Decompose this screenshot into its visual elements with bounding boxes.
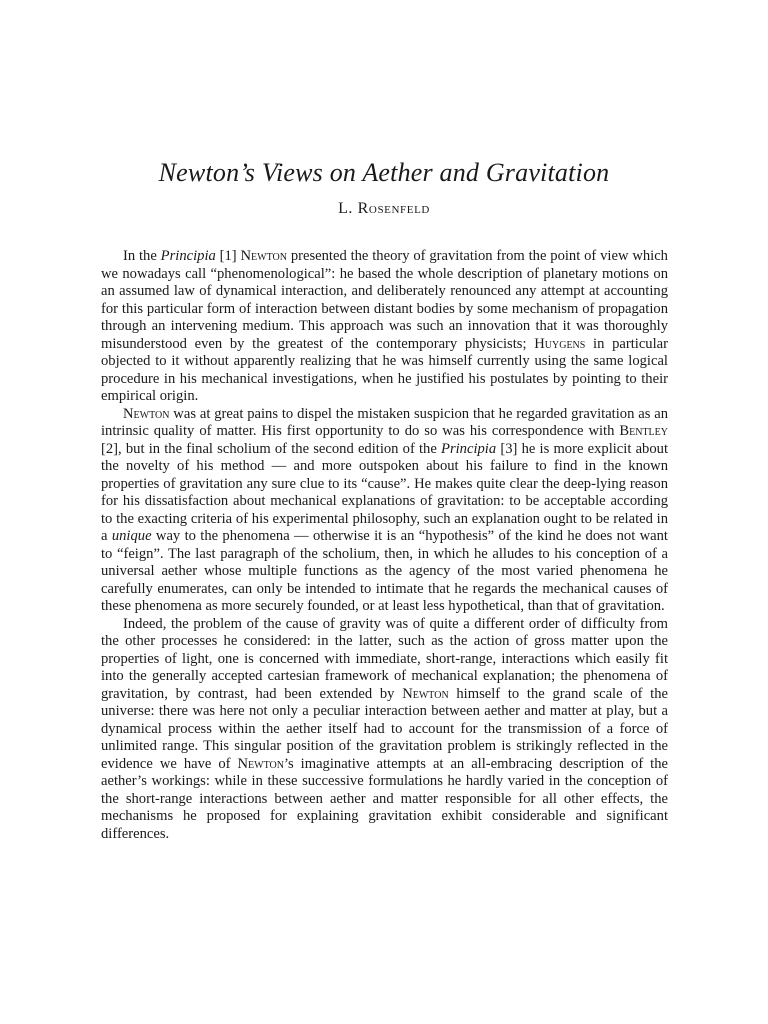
paragraph [101,616,668,844]
text-run: ’s imaginative attempts at an all-embracing description of the aether’s workings: while in these successive formulations he hardly varied in the conception of the short-range interactions between aether and matter responsible for all other effects, the mechanisms he proposed for explaining gravitation exhibit considerable and significant differences. [101,755,669,842]
text-run: In the [123,248,161,264]
text-run: himself to the grand scale of the universe: there was here not only a peculiar interaction between aether and matter at play, but a dynamical process within the aether itself had to account for the transmission of a force of unlimited range. This singular position of the gravitation problem is strikingly reflected in the evidence we have of [101,685,668,772]
text-run: in particular objected to it without apparently realizing that he was himself currently using the same logical procedure in his mechanical investigations, when he justified his postulates by pointing to their empirical origin. [101,335,669,404]
article-author [0,200,768,218]
author-surname: Rosenfeld [357,200,430,217]
article-title: Newton’s Views on Aether and Gravitation [158,158,610,187]
text-run: presented the theory of gravitation from the point of view which we nowadays call “phenomenological”: he based the whole description of planetary motions on an assumed law of dynamical interaction, and deliberately renounced any attempt at accounting for this particular form of interaction between distant bodies by some mechanism of propagation through an intervening medium. This approach was such an innovation that it was thoroughly misunderstood even by the greatest of the contemporary physicists; [101,248,668,352]
italic-text: Principia [160,248,216,264]
text-run: was at great pains to dispel the mistaken suspicion that he regarded gravitation as an intrinsic quality of matter. His first opportunity to do so was his correspondence with [101,405,668,439]
text-run: [3] he is more explicit about the novelty of his method — and more outspoken about his failure to find in the known properties of gravitation any sure clue to its “cause”. He makes quite clear the deep-lying reason for his dissatisfaction about mechanical explanations of gravitation: to be acceptable according to the exacting criteria of his experimental philosophy, such an explanation ought to be related in a [101,440,668,544]
text-run: Indeed, the problem of the cause of gravity was of quite a different order of difficulty from the other processes he considered: in the latter, such as the action of gross matter upon the properties of light, one is concerned with immediate, short-range, interactions which easily fit into the generally accepted cartesian framework of mechanical explanation; the phenomena of gravitation, by contrast, had been extended by [101,615,668,702]
small-caps-name: Bentley [619,423,668,439]
text-run: way to the phenomena — otherwise it is an “hypothesis” of the kind he does not want to “feign”. The last paragraph of the scholium, then, in which he alludes to his conception of a universal aether whose multiple functions as the agency of the most varied phenomena he carefully enumerates, can only be intended to intimate that he regards the mechanical causes of these phenomena as more securely founded, or at least less hypothetical, than that of gravitation. [101,528,668,614]
author-initial: L. [338,200,358,217]
paragraph [101,248,668,406]
small-caps-name: Huygens [534,335,586,352]
paragraph [101,406,668,616]
small-caps-name: Newton [240,248,287,264]
article-body [101,248,668,843]
small-caps-name: Newton [237,755,284,772]
small-caps-name: Newton [402,685,449,702]
text-run: [2], but in the final scholium of the second edition of the [101,440,442,457]
small-caps-name: Newton [123,405,170,422]
text-run: [1] [215,248,241,264]
italic-text: unique [111,528,152,544]
italic-text: Principia [441,440,497,457]
